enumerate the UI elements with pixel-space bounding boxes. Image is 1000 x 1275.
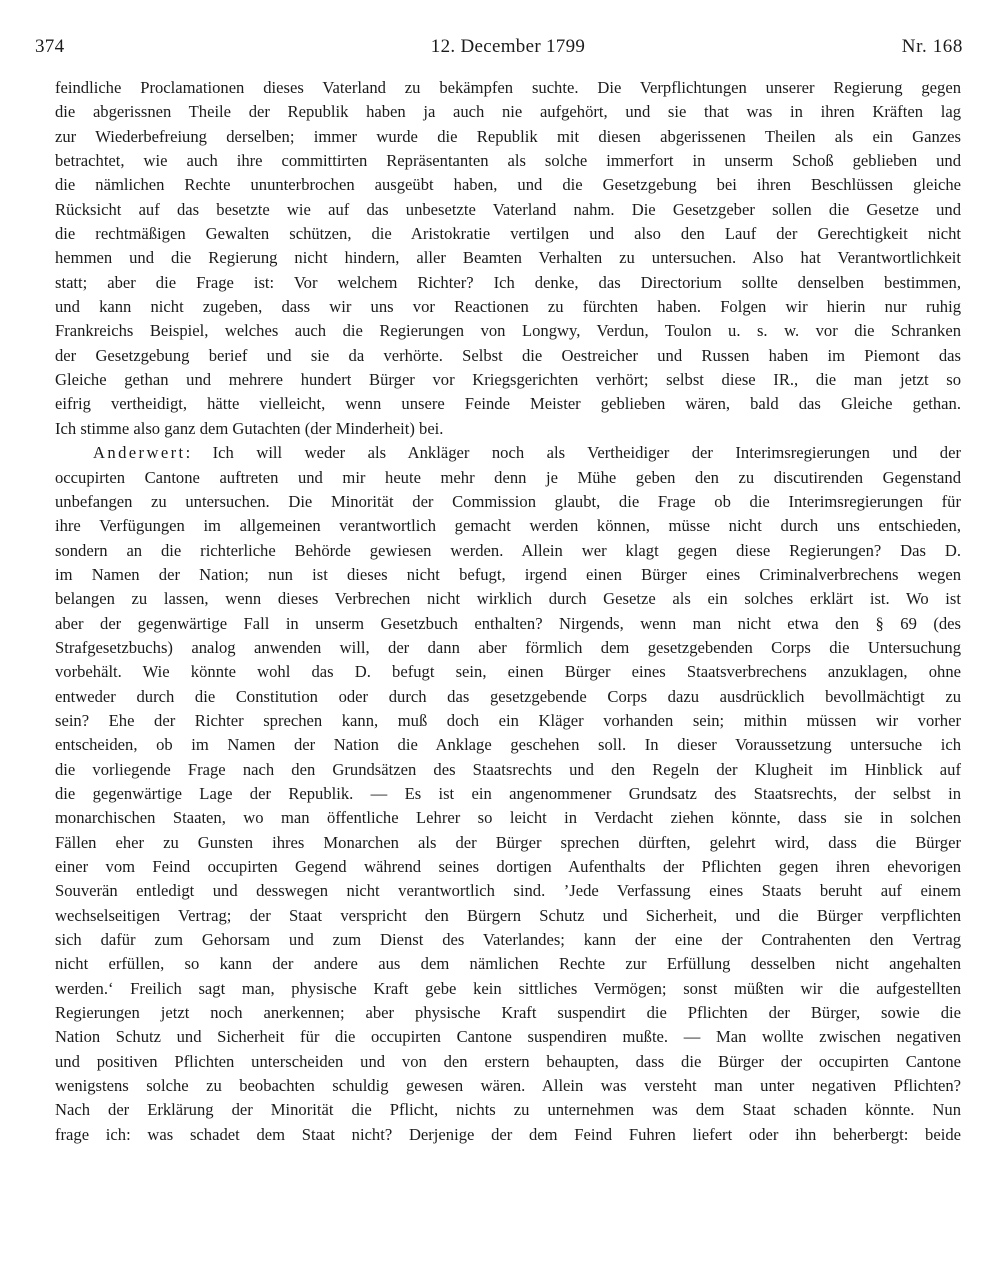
text-line: vorbehält. Wie könnte wohl das D. befugt sein, einen Bürger eines Staatsverbrechens anzuklagen, ohne — [55, 662, 961, 682]
speaker-line — [55, 441, 961, 465]
text-line: Nation Schutz und Sicherheit für die occupirten Cantone suspendiren mußte. — Man wollte zwischen negativen — [55, 1027, 961, 1047]
text-line: die abgerissnen Theile der Republik haben ja auch nie aufgehört, und sie that was in ihren Kräften lag — [55, 102, 961, 122]
speaker-name: Anderwert — [93, 443, 186, 463]
header-date: 12. December 1799 — [430, 36, 586, 57]
text-line: und positiven Pflichten unterscheiden und von den erstern behaupten, dass die Bürger der occupirten Cantone — [55, 1051, 961, 1071]
document-number: Nr. 168 — [901, 36, 963, 57]
text-line: die rechtmäßigen Gewalten schützen, die Aristokratie vertilgen und also den Lauf der Gerechtigkeit nicht — [55, 224, 961, 244]
text-line: einer vom Feind occupirten Gegend während seines dortigen Aufenthalts der Pflichten gegen ihren ehevorigen — [55, 857, 961, 876]
text-line: der Gesetzgebung berief und sie da verhörte. Selbst die Oestreicher und Russen haben im Piemont das — [55, 345, 961, 365]
text-line: aber der gegenwärtige Fall in unserm Gesetzbuch enthalten? Nirgends, wenn man nicht etwa den § 69 (des — [55, 613, 961, 633]
running-header — [35, 36, 963, 66]
paragraph-end-line: Ich stimme also ganz dem Gutachten (der Minderheit) bei. — [55, 418, 444, 438]
text-line: occupirten Cantone auftreten und mir heute mehr denn je Mühe geben den zu discutirenden Gegenstand — [55, 467, 961, 487]
text-line: frage ich: was schadet dem Staat nicht? Derjenige der dem Feind Fuhren liefert oder ihn beherbergt: beide — [55, 1124, 961, 1144]
page-number: 374 — [35, 36, 65, 57]
body-text — [55, 76, 961, 1147]
text-line: im Namen der Nation; nun ist dieses nicht befugt, irgend einen Bürger eines Criminalverbrechens wegen — [55, 564, 961, 584]
document-page — [35, 36, 963, 1147]
text-line: Strafgesetzbuchs) analog anwenden will, der dann aber förmlich dem gesetzgebenden Corps die Untersuchung — [55, 637, 961, 657]
text-line: Nach der Erklärung der Minorität die Pflicht, nichts zu unternehmen was dem Staat schaden könnte. Nun — [55, 1100, 961, 1120]
text-line: und kann nicht zugeben, dass wir uns vor Reactionen zu fürchten haben. Folgen wir hierin nur ruhig — [55, 297, 961, 317]
text-line: die nämlichen Rechte ununterbrochen ausgeübt haben, und die Gesetzgebung bei ihren Beschlüssen gleiche — [55, 175, 961, 195]
text-line: unbefangen zu untersuchen. Die Minorität der Commission glaubt, die Frage ob die Interimsregierungen für — [55, 491, 961, 511]
text-line: entscheiden, ob im Namen der Nation die Anklage geschehen soll. In dieser Voraussetzung untersuche ich — [55, 735, 961, 755]
text-line: Gleiche gethan und mehrere hundert Bürger vor Kriegsgerichten verhört; selbst diese IR., die man jetzt so — [55, 370, 961, 390]
text-line: entweder durch die Constitution oder durch das gesetzgebende Corps dazu ausdrücklich bevollmächtigt zu — [55, 686, 961, 706]
text-line: Frankreichs Beispiel, welches auch die Regierungen von Longwy, Verdun, Toulon u. s. w. vor die Schranken — [55, 321, 961, 341]
text-line: Rücksicht auf das besetzte wie auf das unbesetzte Vaterland nahm. Die Gesetzgeber sollen die Gesetze und — [55, 199, 961, 219]
text-line: ihre Verfügungen im allgemeinen verantwortlich gemacht werden können, müsse nicht durch uns entschieden, — [55, 516, 961, 536]
text-line: die gegenwärtige Lage der Republik. — Es ist ein angenommener Grundsatz des Staatsrechts, der selbst in — [55, 783, 961, 803]
text-line: die vorliegende Frage nach den Grundsätzen des Staatsrechts und den Regeln der Klugheit im Hinblick auf — [55, 759, 961, 779]
text-line: werden.‘ Freilich sagt man, physische Kraft gebe kein sittliches Vermögen; sonst müßten wir die aufgestellten — [55, 978, 961, 998]
text-line: Souverän entledigt und desswegen nicht verantwortlich sind. ’Jede Verfassung eines Staats beruht auf einem — [55, 881, 961, 901]
text-line: zur Wiederbefreiung derselben; immer wurde die Republik mit diesen abgerissenen Theilen als ein Ganzes — [55, 126, 961, 146]
text-line: monarchischen Staaten, wo man öffentliche Lehrer so leicht in Verdacht ziehen könnte, dass sie in solchen — [55, 808, 961, 828]
text-line: sich dafür zum Gehorsam und zum Dienst des Vaterlandes; kann der eine der Contrahenten den Vertrag — [55, 930, 961, 950]
text-line: wenigstens solche zu beobachten schuldig gewesen wären. Allein was versteht man unter negativen Pflichten? — [55, 1076, 961, 1096]
text-line: wechselseitigen Vertrag; der Staat verspricht den Bürgern Schutz und Sicherheit, und die Bürger verpflichten — [55, 905, 961, 925]
text-line: nicht erfüllen, so kann der andere aus dem nämlichen Rechte zur Erfüllung desselben nicht angehalten — [55, 954, 961, 974]
text-line: Fällen eher zu Gunsten ihres Monarchen als der Bürger sprechen dürften, gelehrt wird, dass die Bürger — [55, 832, 961, 852]
text-line: statt; aber die Frage ist: Vor welchem Richter? Ich denke, das Directorium sollte denselben bestimmen, — [55, 272, 961, 292]
text-line: feindliche Proclamationen dieses Vaterland zu bekämpfen suchte. Die Verpflichtungen unserer Regierung gegen — [55, 78, 961, 97]
speaker-line-rest: : Ich will weder als Ankläger noch als Vertheidiger der Interimsregierungen und der — [185, 443, 961, 463]
text-line: Regierungen jetzt noch anerkennen; aber physische Kraft suspendirt die Pflichten der Bürger, sowie die — [55, 1003, 961, 1023]
text-line: eifrig vertheidigt, hätte vielleicht, wenn unsere Feinde Meister geblieben wären, bald das Gleiche gethan. — [55, 394, 961, 414]
text-line: hemmen und die Regierung nicht hindern, aller Beamten Verhalten zu untersuchen. Also hat Verantwortlichkeit — [55, 248, 961, 268]
text-line: betrachtet, wie auch ihre committirten Repräsentanten als solche immerfort in unserm Schoß geblieben und — [55, 151, 961, 171]
text-line: sein? Ehe der Richter sprechen kann, muß doch ein Kläger vorhanden sein; mithin müssen wir vorher — [55, 710, 961, 730]
text-line: sondern an die richterliche Behörde gewiesen werden. Allein wer klagt gegen diese Regierungen? Das D. — [55, 540, 961, 560]
text-line: belangen zu lassen, wenn dieses Verbrechen nicht wirklich durch Gesetze als ein solches erklärt ist. Wo ist — [55, 589, 961, 609]
